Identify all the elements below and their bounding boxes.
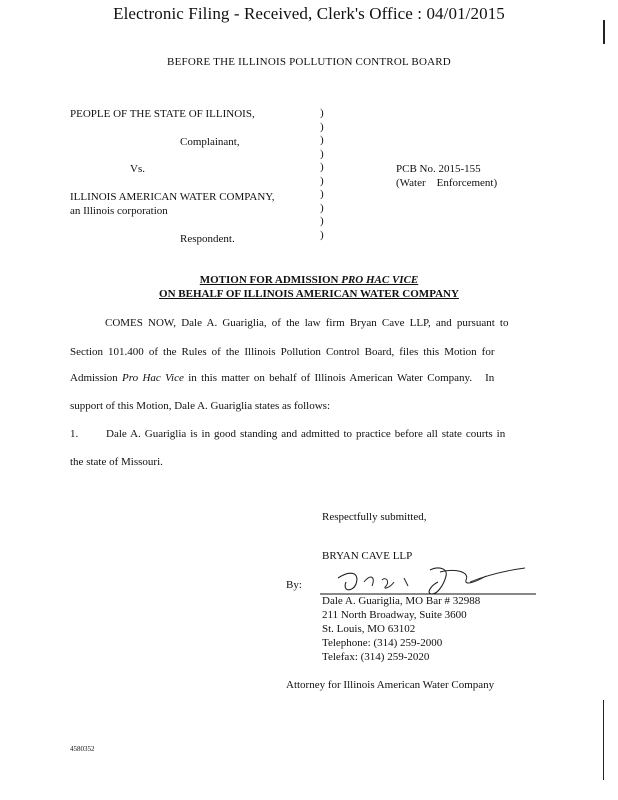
versus: Vs.	[130, 163, 145, 175]
paragraph-1-line-4: support of this Motion, Dale A. Guariglia states as follows:	[70, 400, 330, 412]
address-line-1: 211 North Broadway, Suite 3600	[322, 609, 467, 621]
paragraph-1-line-3-a: Admission	[70, 372, 123, 384]
document-id: 4580352	[70, 745, 95, 753]
filing-stamp: Electronic Filing - Received, Clerk's Office : 04/01/2015	[113, 4, 505, 23]
motion-title-line1	[0, 274, 618, 286]
item-1-line-2: the state of Missouri.	[70, 456, 163, 468]
paragraph-1-line-3-c: in this matter on behalf of Illinois American Water Company. In	[183, 372, 495, 384]
by-label: By:	[286, 579, 302, 591]
paragraph-1-line-1: COMES NOW, Dale A. Guariglia, of the law firm Bryan Cave LLP, and pursuant to	[105, 317, 509, 329]
attorney-for: Attorney for Illinois American Water Company	[286, 679, 495, 691]
item-1-line-1: Dale A. Guariglia is in good standing and admitted to practice before all state courts in	[106, 428, 506, 440]
law-firm: BRYAN CAVE LLP	[322, 550, 413, 562]
case-type: (Water Enforcement)	[396, 177, 498, 189]
plaintiff-name: PEOPLE OF THE STATE OF ILLINOIS,	[70, 108, 255, 120]
address-line-2: St. Louis, MO 63102	[322, 623, 416, 635]
scan-edge-mark-top	[603, 20, 605, 44]
plaintiff-role: Complainant,	[180, 136, 240, 148]
motion-title-line1-text: MOTION FOR ADMISSION	[199, 274, 342, 286]
caption-parentheses: ) ) ) ) ) ) ) ) ) )	[320, 107, 324, 241]
paragraph-1-line-2: Section 101.400 of the Rules of the Illinois Pollution Control Board, files this Motion for	[70, 346, 495, 358]
motion-title-line2: ON BEHALF OF ILLINOIS AMERICAN WATER COMPANY	[159, 288, 459, 300]
board-heading: BEFORE THE ILLINOIS POLLUTION CONTROL BOARD	[167, 56, 451, 68]
telephone: Telephone: (314) 259-2000	[322, 637, 443, 649]
scan-edge-mark-bottom	[603, 700, 604, 780]
defendant-description: an Illinois corporation	[70, 205, 168, 217]
item-number: 1.	[70, 428, 79, 440]
pro-hac-vice-italic: Pro Hac Vice	[122, 372, 184, 384]
motion-title-pro-hac-vice: PRO HAC VICE	[341, 274, 419, 286]
attorney-name-bar: Dale A. Guariglia, MO Bar # 32988	[322, 595, 481, 607]
closing: Respectfully submitted,	[322, 511, 427, 523]
defendant-role: Respondent.	[180, 233, 235, 245]
defendant-name: ILLINOIS AMERICAN WATER COMPANY,	[70, 191, 275, 203]
case-number: PCB No. 2015-155	[396, 163, 481, 175]
handwritten-signature	[320, 560, 540, 596]
paragraph-1-line-3	[70, 372, 494, 384]
telefax: Telefax: (314) 259-2020	[322, 651, 430, 663]
